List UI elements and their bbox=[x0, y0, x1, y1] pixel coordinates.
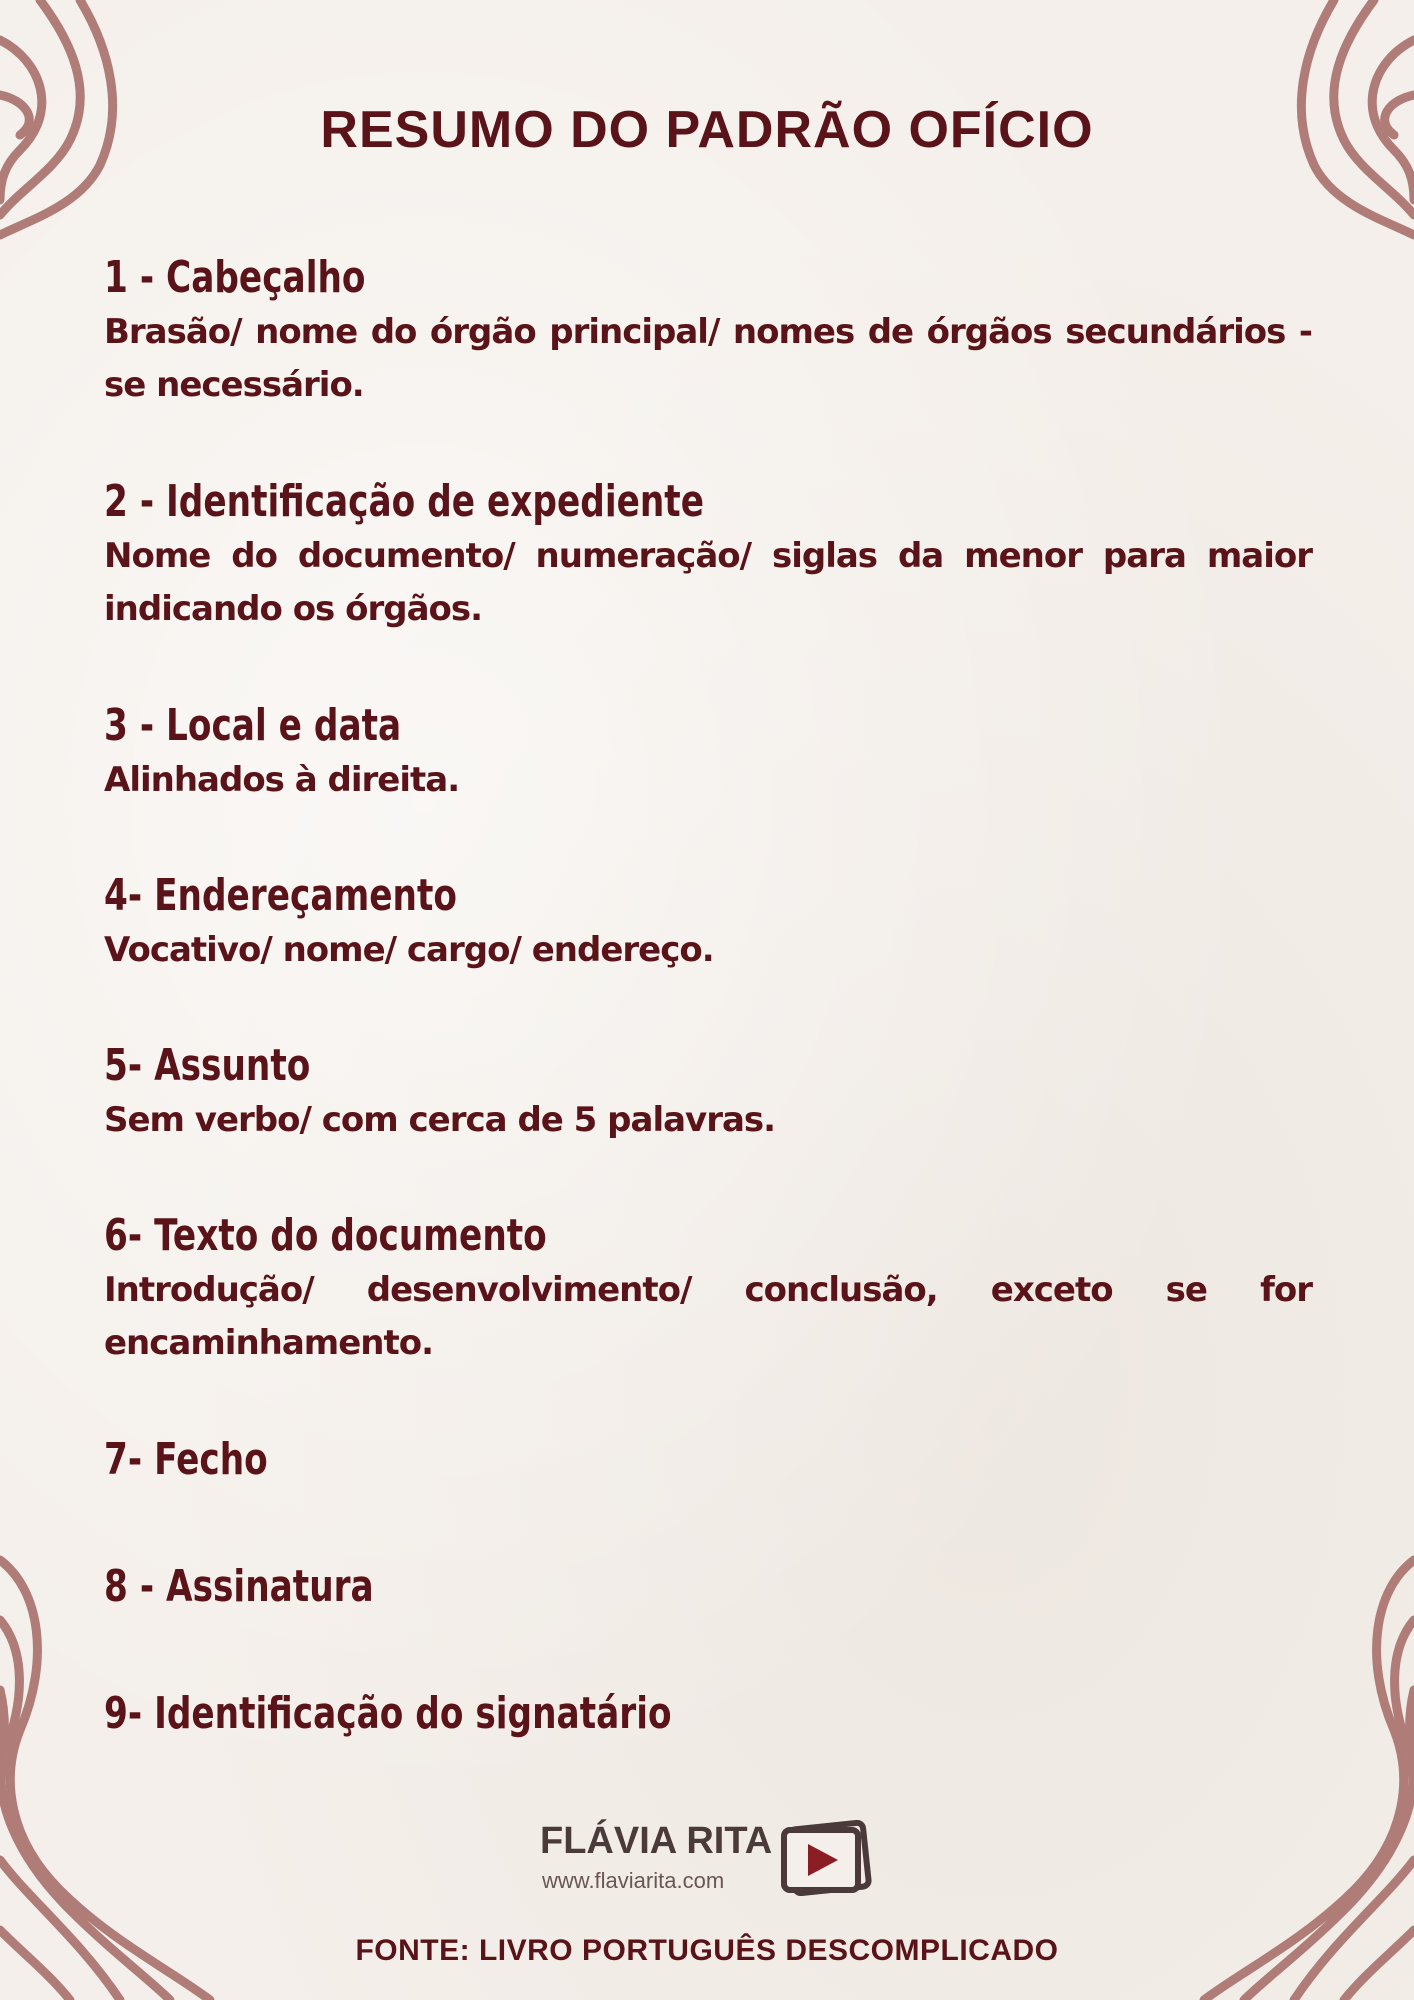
section-assinatura bbox=[104, 1559, 1312, 1686]
section-heading: 9- Identificação do signatário bbox=[104, 1688, 672, 1739]
page-title: RESUMO DO PADRÃO OFÍCIO bbox=[320, 101, 1094, 159]
section-texto-documento bbox=[104, 1208, 1312, 1432]
section-identificacao-signatario bbox=[104, 1686, 1312, 1766]
content bbox=[104, 250, 1312, 1766]
section-heading: 1 - Cabeçalho bbox=[104, 252, 366, 303]
section-heading: 3 - Local e data bbox=[104, 700, 402, 751]
play-icon bbox=[780, 1820, 872, 1896]
section-text: Alinhados à direita. bbox=[104, 760, 460, 800]
section-assunto bbox=[104, 1038, 1312, 1208]
section-enderecamento bbox=[104, 868, 1312, 1038]
section-heading: 8 - Assinatura bbox=[104, 1561, 374, 1612]
section-text: Brasão/ nome do órgão principal/ nomes de órgãos secundários - se necessário. bbox=[104, 312, 1312, 405]
section-text: Nome do documento/ numeração/ siglas da menor para maior indicando os órgãos. bbox=[104, 536, 1312, 629]
section-text: Introdução/ desenvolvimento/ conclusão, exceto se for encaminhamento. bbox=[104, 1270, 1312, 1363]
section-text: Vocativo/ nome/ cargo/ endereço. bbox=[104, 930, 714, 970]
section-heading: 4- Endereçamento bbox=[104, 870, 457, 921]
section-heading: 2 - Identificação de expediente bbox=[104, 476, 704, 527]
logo-name: FLÁVIA RITA bbox=[540, 1820, 773, 1862]
section-identificacao-expediente bbox=[104, 474, 1312, 698]
section-local-data bbox=[104, 698, 1312, 868]
section-heading: 7- Fecho bbox=[104, 1434, 268, 1485]
section-fecho bbox=[104, 1432, 1312, 1559]
brand-logo bbox=[540, 1818, 880, 1898]
section-text: Sem verbo/ com cerca de 5 palavras. bbox=[104, 1100, 776, 1140]
footer-source: FONTE: LIVRO PORTUGUÊS DESCOMPLICADO bbox=[355, 1934, 1059, 1967]
logo-url: www.flaviarita.com bbox=[542, 1868, 725, 1893]
section-heading: 5- Assunto bbox=[104, 1040, 311, 1091]
section-cabecalho bbox=[104, 250, 1312, 474]
section-heading: 6- Texto do documento bbox=[104, 1210, 547, 1261]
